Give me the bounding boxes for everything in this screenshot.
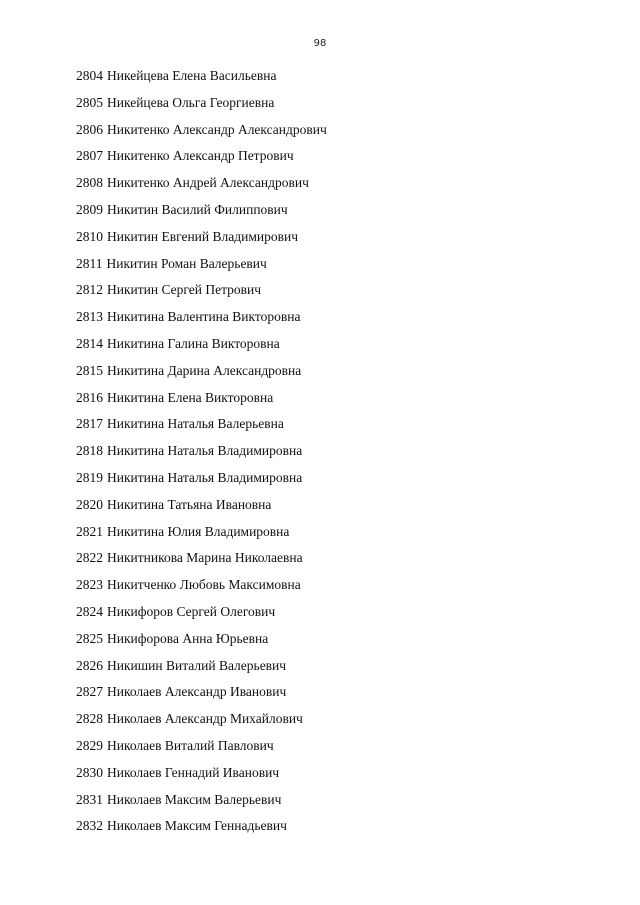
list-item (76, 465, 327, 492)
entry-name: Никифоров Сергей Олегович (107, 603, 276, 619)
entry-number: 2806 (76, 121, 103, 137)
entry-number: 2832 (76, 818, 103, 834)
entry-number: 2811 (76, 255, 103, 271)
list-item (76, 438, 327, 465)
entry-number: 2804 (76, 68, 103, 83)
list-item (76, 117, 327, 144)
entry-number: 2819 (76, 469, 103, 485)
entry-name: Николаев Геннадий Иванович (107, 764, 280, 780)
list-item (76, 706, 327, 733)
entry-name: Никишин Виталий Валерьевич (107, 657, 287, 673)
list-item (76, 385, 327, 412)
entry-number: 2810 (76, 228, 103, 244)
list-item (76, 733, 327, 760)
entry-name: Николаев Александр Михайлович (107, 711, 303, 727)
entry-number: 2809 (76, 201, 103, 217)
entry-name: Николаев Максим Геннадьевич (107, 818, 287, 834)
list-item (76, 519, 327, 546)
entry-number: 2813 (76, 309, 103, 325)
entry-name: Николаев Виталий Павлович (107, 737, 274, 753)
list-item (76, 170, 327, 197)
list-item (76, 277, 327, 304)
entry-number: 2821 (76, 523, 103, 539)
entry-name: Никитникова Марина Николаевна (107, 550, 303, 566)
entry-name: Никитина Дарина Александровна (107, 362, 302, 378)
entry-number: 2820 (76, 496, 103, 512)
entry-name: Никитина Наталья Владимировна (107, 443, 303, 459)
list-item (76, 63, 327, 90)
list-item (76, 492, 327, 519)
entry-name: Никитенко Александр Александрович (107, 121, 327, 137)
entry-number: 2826 (76, 657, 103, 673)
entry-name: Никитина Елена Викторовна (107, 389, 274, 405)
entry-name: Никитина Наталья Владимировна (107, 469, 303, 485)
list-item (76, 653, 327, 680)
entry-number: 2824 (76, 603, 103, 619)
entry-name: Никитина Валентина Викторовна (107, 309, 301, 325)
entry-number: 2816 (76, 389, 103, 405)
list-item (76, 545, 327, 572)
entry-number: 2827 (76, 684, 103, 700)
entry-number: 2825 (76, 630, 103, 646)
entry-number: 2823 (76, 577, 103, 593)
entry-number: 2814 (76, 335, 103, 351)
list-item (76, 197, 327, 224)
entry-name: Никитенко Андрей Александрович (107, 175, 309, 191)
page-number: 98 (313, 38, 327, 49)
list-item (76, 572, 327, 599)
entry-name: Николаев Александр Иванович (107, 684, 287, 700)
entry-number: 2815 (76, 362, 103, 378)
entry-name: Никитин Сергей Петрович (107, 282, 262, 298)
list-item (76, 304, 327, 331)
entry-name: Никитина Галина Викторовна (107, 335, 280, 351)
list-item (76, 251, 327, 278)
entry-name: Никейцева Ольга Георгиевна (107, 94, 275, 110)
entry-number: 2807 (76, 148, 103, 164)
list-item (76, 760, 327, 787)
entry-number: 2828 (76, 711, 103, 727)
entry-name: Никитенко Александр Петрович (107, 148, 294, 164)
list-item (76, 90, 327, 117)
entry-name: Никитин Роман Валерьевич (106, 255, 267, 271)
list-item (76, 331, 327, 358)
entry-number: 2831 (76, 791, 103, 807)
entry-name: Никитин Василий Филиппович (107, 201, 288, 217)
entry-name: Никифорова Анна Юрьевна (107, 630, 269, 646)
list-item (76, 224, 327, 251)
list-item (76, 358, 327, 385)
name-list (76, 63, 327, 840)
entry-number: 2805 (76, 94, 103, 110)
entry-name: Никитина Татьяна Ивановна (107, 496, 272, 512)
entry-name: Никитченко Любовь Максимовна (107, 577, 301, 593)
entry-number: 2812 (76, 282, 103, 298)
entry-number: 2830 (76, 764, 103, 780)
list-item (76, 599, 327, 626)
entry-name: Никитина Юлия Владимировна (107, 523, 290, 539)
entry-name: Николаев Максим Валерьевич (107, 791, 282, 807)
entry-name: Никитина Наталья Валерьевна (107, 416, 284, 432)
entry-number: 2808 (76, 175, 103, 191)
entry-number: 2817 (76, 416, 103, 432)
entry-number: 2829 (76, 737, 103, 753)
list-item (76, 626, 327, 653)
entry-number: 2822 (76, 550, 103, 566)
list-item (76, 679, 327, 706)
entry-name: Никитин Евгений Владимирович (107, 228, 298, 244)
list-item (76, 411, 327, 438)
list-item (76, 813, 327, 840)
entry-number: 2818 (76, 443, 103, 459)
entry-name: Никейцева Елена Васильевна (107, 68, 277, 83)
list-item (76, 787, 327, 814)
list-item (76, 143, 327, 170)
